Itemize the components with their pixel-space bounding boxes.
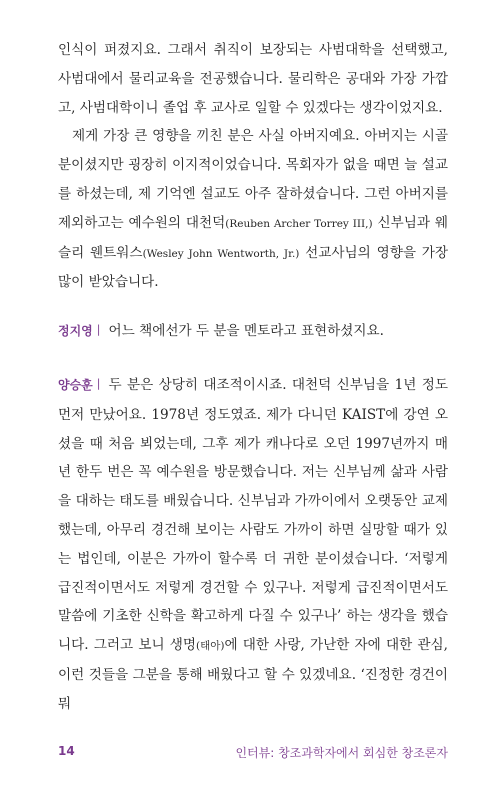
running-title: 인터뷰: 창조과학자에서 회심한 창조론자 <box>235 746 448 760</box>
interviewer-question <box>58 317 448 347</box>
page-footer <box>58 744 448 761</box>
paragraph-text: 선교사님의 영향을 가장 많이 받았습니다. <box>58 244 448 291</box>
answer-text: 두 분은 상당히 대조적이시죠. 대천덕 신부님을 1년 정도 먼저 만났어요. 1978년 정도였죠. 제가 다니던 KAIST에 강연 오셨을 때 처음 뵈었는데, 그후 제가 캐나다로 오던 1997년까지 매년 한두 번은 꼭 예수원을 방문했습니다. 저는 신부님께 삶과 사람을 대하는 태도를 배웠습니다. 신부님과 가까이에서 오랫동안 교제했는데, 아무리 경건해 보이는 사람도 가까이 하면 실망할 때가 있는 법인데, 이분은 가까이 할수록 더 귀한 분이셨습니다. ‘저렇게 급진적이면서도 저렇게 경건할 수 있구나. 저렇게 급진적이면서도 말씀에 기초한 신학을 확고하게 다질 수 있구나’ 하는 생각을 했습니다. 그러고 보니 생명 <box>58 376 448 654</box>
interviewee-answer <box>58 371 448 719</box>
speaker-name: 양승훈 <box>58 377 93 392</box>
page-body <box>58 36 448 719</box>
paragraph: 인식이 퍼졌지요. 그래서 취직이 보장되는 사범대학을 선택했고, 사범대에서 물리교육을 전공했습니다. 물리학은 공대와 가장 가깝고, 사범대학이니 졸업 후 교사로 일할 수 있겠다는 생각이었지요. <box>58 42 448 116</box>
paragraph-text: 신부님과 웨슬리 웬트워스 <box>58 214 448 261</box>
answer-text: 에 대한 사랑, 가난한 자에 대한 관심, 이런 것들을 그분을 통해 배웠다고 할 수 있겠네요. ‘진정한 경건이 뭐 <box>58 637 448 712</box>
name-annotation: (Reuben Archer Torrey III,) <box>225 217 373 230</box>
paragraph-text: 제게 가장 큰 영향을 끼친 분은 사실 아버지예요. 아버지는 시골 분이셨지만 굉장히 이지적이었습니다. 목회자가 없을 때면 늘 설교를 하셨는데, 제 기억엔 설교도 아주 잘하셨습니다. 그런 아버지를 제외하고는 예수원의 대천덕 <box>58 128 448 231</box>
speaker-bar: | <box>96 376 101 390</box>
name-annotation: (Wesley John Wentworth, Jr.) <box>142 247 300 260</box>
question-text: 어느 책에선가 두 분을 멘토라고 표현하셨지요. <box>108 323 384 340</box>
page-number: 14 <box>58 744 75 758</box>
inline-annotation: (태아) <box>196 640 225 653</box>
speaker-name: 정지영 <box>58 324 93 339</box>
paragraph <box>58 122 448 297</box>
speaker-bar: | <box>96 323 101 337</box>
